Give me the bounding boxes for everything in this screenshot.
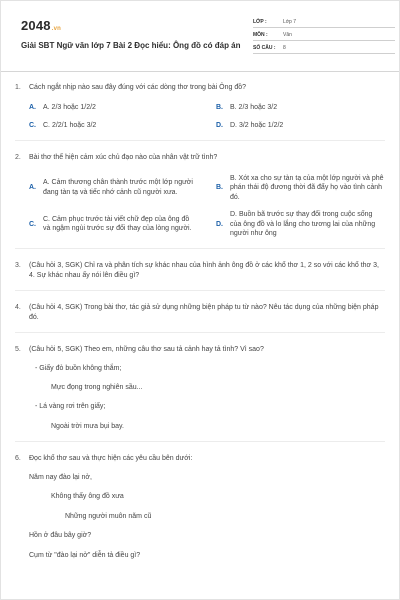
poem-excerpt xyxy=(15,364,385,432)
poem-line: Năm nay đào lại nở, xyxy=(29,473,92,481)
header-divider xyxy=(1,71,399,72)
option-letter: A. xyxy=(29,184,36,192)
document-title: Giải SBT Ngữ văn lớp 7 Bài 2 Đọc hiểu: Ông đồ có đáp án xyxy=(21,41,241,50)
divider xyxy=(15,248,385,249)
poem-line: Ngoài trời mưa bụi bay. xyxy=(51,422,124,430)
option-letter: B. xyxy=(216,104,223,112)
question-number: 5. xyxy=(15,346,21,354)
option-text: D. 3/2 hoặc 1/2/2 xyxy=(230,121,284,129)
option-b[interactable] xyxy=(216,103,385,112)
meta-row-class xyxy=(253,18,395,28)
meta-row-count xyxy=(253,44,395,54)
option-text: A. Cảm thương chân thành trước một lớp người đang tàn tạ và tiếc nhớ cảnh cũ người xưa. xyxy=(43,179,193,196)
meta-value: Văn xyxy=(283,32,292,39)
divider xyxy=(15,441,385,442)
question-2 xyxy=(15,153,385,249)
question-4 xyxy=(15,303,385,333)
meta-panel xyxy=(253,18,395,57)
option-text: B. 2/3 hoặc 3/2 xyxy=(230,104,278,112)
poem-line: Không thấy ông đồ xưa xyxy=(51,493,124,501)
option-c[interactable] xyxy=(29,210,198,238)
meta-row-subject xyxy=(253,31,395,41)
option-letter: D. xyxy=(216,220,223,228)
options xyxy=(15,174,385,239)
poem-line: - Lá vàng rơi trên giấy; xyxy=(35,403,106,411)
option-text: B. Xót xa cho sự tàn tạ của một lớp người và phê phán thái độ đương thời đã đẩy họ vào tình cảnh đó. xyxy=(230,174,384,201)
question-list xyxy=(15,83,385,560)
question-text: (Câu hỏi 3, SGK) Chỉ ra và phân tích sự khác nhau của hình ảnh ông đồ ở các khổ thơ 1, 2 so với các khổ thơ 3, 4. Sự khác nhau ấy nói lên điều gì? xyxy=(29,262,379,279)
option-text: C. Cảm phục trước tài viết chữ đẹp của ông đồ và ngậm ngùi trước sự đổi thay của lòng người. xyxy=(43,215,192,233)
option-b[interactable] xyxy=(216,174,385,202)
option-a[interactable] xyxy=(29,103,198,112)
poem-line: Mực đọng trong nghiên sầu... xyxy=(51,384,143,391)
document-header xyxy=(15,11,385,63)
question-text: Cách ngắt nhịp nào sau đây đúng với các dòng thơ trong bài Ông đồ? xyxy=(29,84,246,91)
option-letter: B. xyxy=(216,184,223,192)
divider xyxy=(15,332,385,333)
logo-text: 2048 xyxy=(21,18,51,33)
question-3 xyxy=(15,261,385,291)
poem-line: Hồn ở đâu bây giờ? xyxy=(29,532,92,540)
sub-question-text: Cụm từ "đào lại nở" diễn tả điều gì? xyxy=(29,551,141,559)
poem-excerpt xyxy=(15,473,385,560)
divider xyxy=(15,140,385,141)
site-logo[interactable] xyxy=(21,17,61,35)
question-1 xyxy=(15,83,385,141)
question-text: Bài thơ thể hiện cảm xúc chủ đạo nào của nhân vật trữ tình? xyxy=(29,154,218,162)
option-letter: C. xyxy=(29,220,36,228)
question-5 xyxy=(15,345,385,442)
option-letter: D. xyxy=(216,121,223,129)
meta-label: SỐ CÂU : xyxy=(253,45,276,52)
meta-value: Lớp 7 xyxy=(283,19,297,26)
option-text: C. 2/2/1 hoặc 3/2 xyxy=(43,121,97,129)
meta-value: 8 xyxy=(283,45,286,52)
poem-line: Những người muôn năm cũ xyxy=(65,512,152,520)
option-d[interactable] xyxy=(216,121,385,130)
question-number: 2. xyxy=(15,154,21,162)
option-letter: C. xyxy=(29,121,36,129)
option-a[interactable] xyxy=(29,174,198,202)
divider xyxy=(15,290,385,291)
question-number: 1. xyxy=(15,84,21,91)
logo-tld: .vn xyxy=(51,26,62,32)
question-text: (Câu hỏi 5, SGK) Theo em, những câu thơ sau tả cảnh hay tả tình? Vì sao? xyxy=(29,346,264,354)
option-text: D. Buồn bã trước sự thay đổi trong cuộc sống của ông đồ và lo lắng cho tương lai của những người như ông xyxy=(230,211,376,237)
option-c[interactable] xyxy=(29,121,198,130)
question-text: Đọc khổ thơ sau và thực hiện các yêu cầu bên dưới: xyxy=(29,455,193,463)
question-number: 3. xyxy=(15,262,21,270)
options xyxy=(15,103,385,130)
question-text: (Câu hỏi 4, SGK) Trong bài thơ, tác giả sử dụng những biện pháp tu từ nào? Nêu tác dụng của những biện pháp đó. xyxy=(29,304,379,321)
option-d[interactable] xyxy=(216,210,385,238)
meta-label: LỚP : xyxy=(253,19,267,26)
question-number: 6. xyxy=(15,455,21,463)
question-number: 4. xyxy=(15,304,21,312)
poem-line: - Giấy đỏ buồn không thắm; xyxy=(35,364,122,372)
meta-label: MÔN : xyxy=(253,32,268,39)
question-6 xyxy=(15,454,385,560)
option-letter: A. xyxy=(29,104,36,112)
option-text: A. 2/3 hoặc 1/2/2 xyxy=(43,104,96,112)
